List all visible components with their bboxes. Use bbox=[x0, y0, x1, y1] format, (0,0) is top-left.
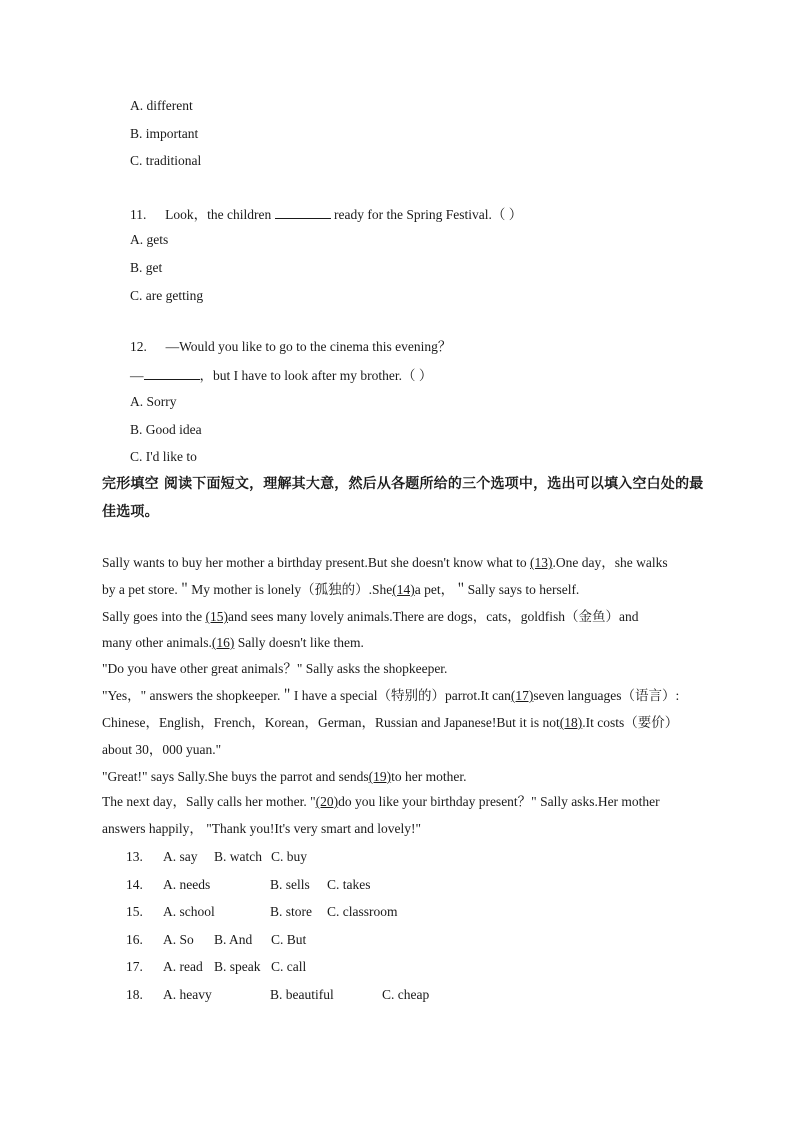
blank-13: (13) bbox=[530, 555, 553, 570]
q12-line1: —Would you like to go to the cinema this evening？ bbox=[165, 339, 452, 354]
passage-text: "Yes，" answers the shopkeeper.＂I have a special（特别的）parrot.It can bbox=[102, 688, 511, 703]
q12-response bbox=[130, 365, 432, 385]
passage-line-4 bbox=[102, 634, 364, 652]
answer-option-c: C. buy bbox=[271, 849, 308, 864]
section-heading-line1: 完形填空 阅读下面短文，理解其大意，然后从各题所给的三个选项中，选出可以填入空白处的最 bbox=[102, 476, 704, 492]
answer-option-b: B. beautiful bbox=[270, 987, 334, 1002]
passage-text: .One day，she walks bbox=[552, 555, 668, 570]
passage-line-1 bbox=[102, 554, 668, 572]
q11-option-b: B. get bbox=[130, 260, 163, 275]
answer-option-c: C. classroom bbox=[327, 904, 398, 919]
answer-option-a: A. school bbox=[163, 904, 215, 919]
answer-row-15 bbox=[126, 903, 446, 921]
blank-15: (15) bbox=[205, 609, 228, 624]
answer-option-a: A. So bbox=[163, 932, 194, 947]
q12-option-c: C. I'd like to bbox=[130, 449, 197, 464]
passage-text: Chinese，English，French，Korean，German，Russian and Japanese!But it is not bbox=[102, 715, 560, 730]
answer-option-b: B. speak bbox=[214, 959, 261, 974]
q12-dash: — bbox=[130, 368, 144, 383]
passage-line-11: answers happily， "Thank you!It's very smart and lovely!" bbox=[102, 821, 422, 836]
blank-18: (18) bbox=[559, 715, 583, 730]
passage-text: do you like your birthday present？" Sally asks.Her mother bbox=[338, 794, 660, 809]
answer-row-16 bbox=[126, 931, 446, 949]
answer-option-a: A. read bbox=[163, 959, 203, 974]
answer-option-b: B. store bbox=[270, 904, 312, 919]
passage-text: The next day，Sally calls her mother. " bbox=[102, 794, 316, 809]
q11-stem bbox=[130, 204, 522, 224]
q11-text-before: Look，the children bbox=[165, 207, 275, 222]
q11-blank bbox=[275, 204, 331, 219]
q12-stem bbox=[130, 338, 451, 356]
answer-option-a: A. needs bbox=[163, 877, 211, 892]
answer-number: 18. bbox=[126, 987, 143, 1002]
answer-option-c: C. cheap bbox=[382, 987, 430, 1002]
passage-text: .It costs（要价） bbox=[582, 715, 679, 730]
passage-line-8: about 30，000 yuan." bbox=[102, 742, 222, 757]
blank-20: (20) bbox=[315, 794, 339, 809]
q11-number: 11. bbox=[130, 207, 147, 222]
blank-14: (14) bbox=[392, 582, 415, 597]
answer-option-a: A. say bbox=[163, 849, 198, 864]
passage-text: Sally goes into the bbox=[102, 609, 206, 624]
section-heading-line2: 佳选项。 bbox=[102, 504, 159, 520]
passage-line-7 bbox=[102, 714, 678, 732]
q11-option-a: A. gets bbox=[130, 232, 169, 247]
answer-number: 13. bbox=[126, 849, 143, 864]
answer-option-b: B. sells bbox=[270, 877, 310, 892]
passage-line-5: "Do you have other great animals？" Sally asks the shopkeeper. bbox=[102, 661, 448, 676]
answer-row-18 bbox=[126, 986, 466, 1004]
q12-option-b: B. Good idea bbox=[130, 422, 202, 437]
answer-option-c: C. call bbox=[271, 959, 307, 974]
q12-number: 12. bbox=[130, 339, 147, 354]
answer-option-b: B. watch bbox=[214, 849, 262, 864]
q12-blank bbox=[144, 365, 200, 380]
passage-text: and sees many lovely animals.There are dogs，cats，goldfish（金鱼）and bbox=[228, 609, 639, 624]
passage-line-3 bbox=[102, 608, 639, 626]
q12-option-a: A. Sorry bbox=[130, 394, 177, 409]
passage-text: seven languages（语言）: bbox=[533, 688, 680, 703]
q11-option-c: C. are getting bbox=[130, 288, 204, 303]
answer-row-13 bbox=[126, 848, 446, 866]
passage-line-6 bbox=[102, 687, 679, 705]
passage-line-2 bbox=[102, 581, 579, 599]
q10-option-a: A. different bbox=[130, 98, 193, 113]
blank-17: (17) bbox=[510, 688, 534, 703]
answer-option-c: C. But bbox=[271, 932, 307, 947]
q10-option-b: B. important bbox=[130, 126, 199, 141]
passage-line-10 bbox=[102, 793, 660, 811]
answer-row-14 bbox=[126, 876, 446, 894]
passage-text: by a pet store.＂My mother is lonely（孤独的）.She bbox=[102, 582, 393, 597]
blank-16: (16) bbox=[211, 635, 235, 650]
answer-option-a: A. heavy bbox=[163, 987, 212, 1002]
answer-number: 15. bbox=[126, 904, 143, 919]
q12-line2-after: ，but I have to look after my brother.（ ） bbox=[199, 368, 433, 383]
passage-text: Sally wants to buy her mother a birthday present.But she doesn't know what to bbox=[102, 555, 530, 570]
passage-text: a pet，＂Sally says to herself. bbox=[414, 582, 580, 597]
blank-19: (19) bbox=[368, 769, 392, 784]
passage-text: to her mother. bbox=[391, 769, 467, 784]
answer-option-c: C. takes bbox=[327, 877, 371, 892]
answer-number: 17. bbox=[126, 959, 143, 974]
answer-option-b: B. And bbox=[214, 932, 253, 947]
answer-number: 14. bbox=[126, 877, 143, 892]
q11-text-after: ready for the Spring Festival.（ ） bbox=[333, 207, 523, 222]
answer-number: 16. bbox=[126, 932, 143, 947]
passage-text: many other animals. bbox=[102, 635, 212, 650]
passage-line-9 bbox=[102, 768, 466, 786]
passage-text: Sally doesn't like them. bbox=[234, 635, 364, 650]
q10-option-c: C. traditional bbox=[130, 153, 202, 168]
answer-row-17 bbox=[126, 958, 446, 976]
passage-text: "Great!" says Sally.She buys the parrot and sends bbox=[102, 769, 369, 784]
